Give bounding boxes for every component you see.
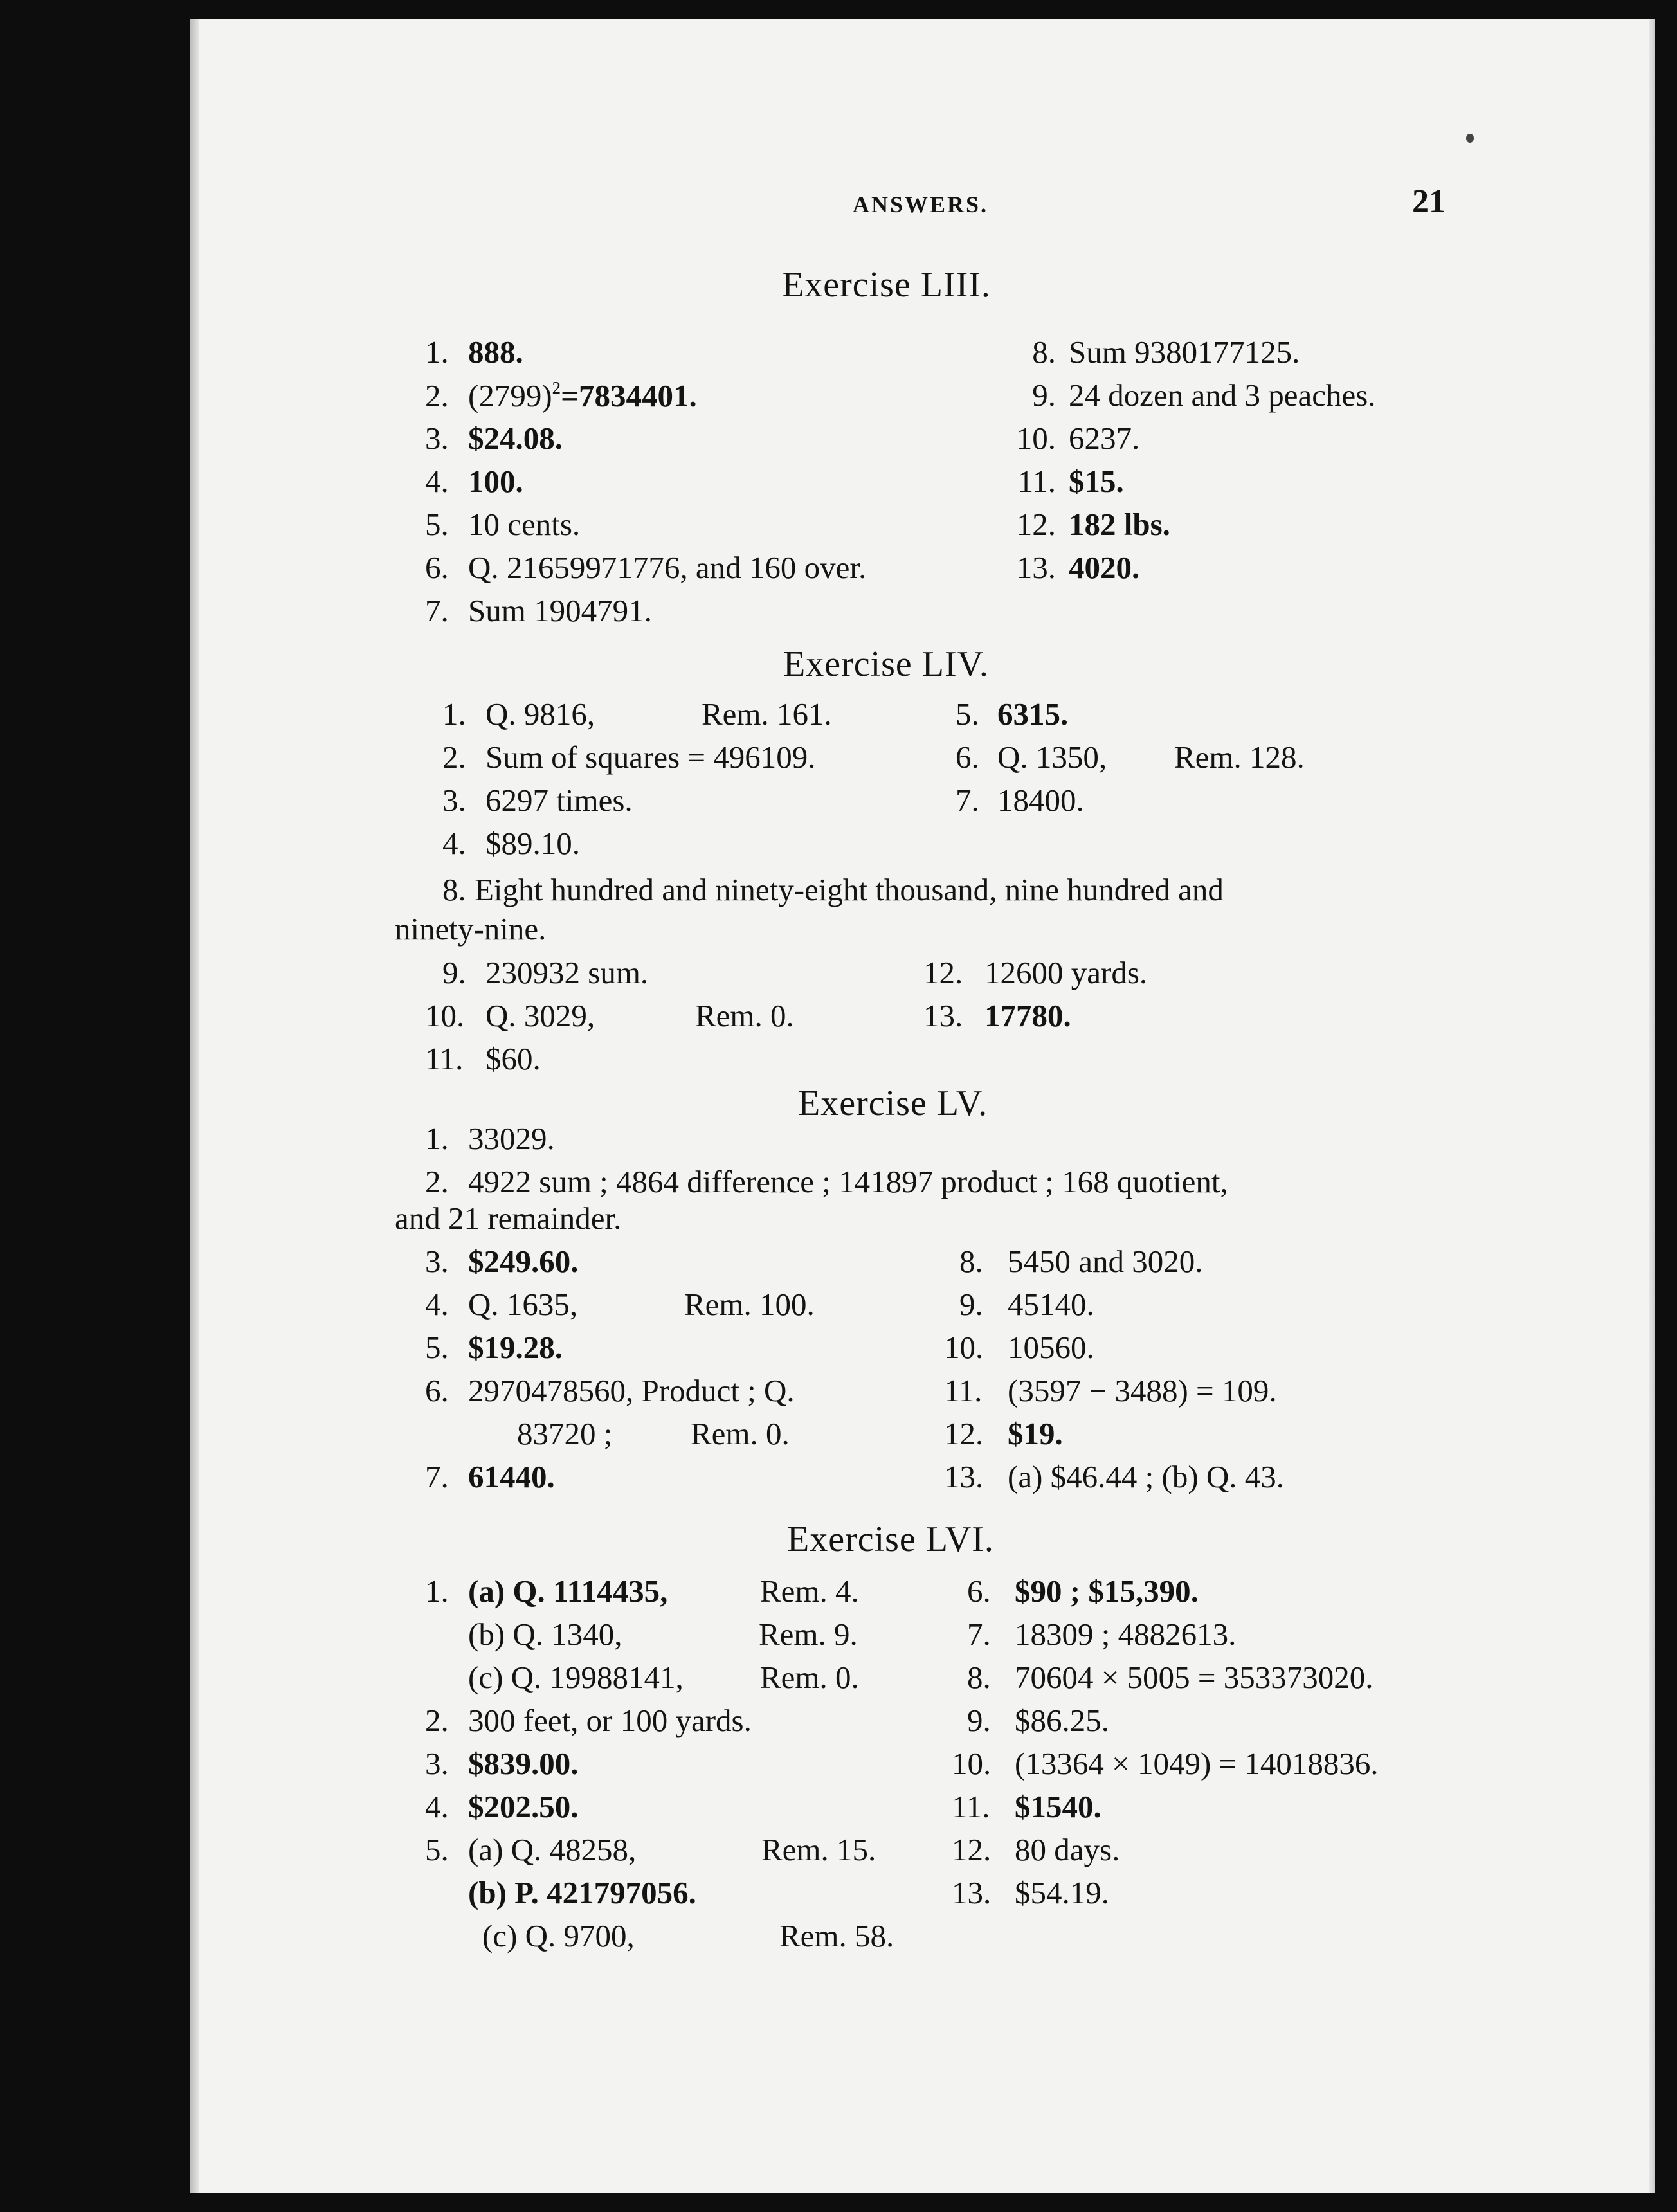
answer-number: 6. — [967, 1573, 991, 1609]
answer-number: 13. — [1016, 550, 1056, 585]
answer-text: Sum of squares = 496109. — [485, 739, 816, 775]
answer-number: 7. — [425, 1459, 449, 1494]
answer-number: 8. — [959, 1244, 983, 1279]
answer-text: $90 ; $15,390. — [1015, 1573, 1199, 1609]
answer-number: 4. — [425, 464, 449, 499]
answer-number: 9. — [959, 1287, 983, 1322]
answer-text: 70604 × 5005 = 353373020. — [1015, 1660, 1373, 1695]
answer-line — [425, 336, 523, 368]
answer-number: 4. — [442, 826, 466, 861]
answer-number: 7. — [967, 1617, 991, 1652]
answer-line — [425, 1791, 579, 1822]
answer-remainder: Rem. 4. — [760, 1573, 859, 1609]
answer-text: 61440. — [468, 1459, 555, 1494]
answer-remainder: Rem. 58. — [779, 1918, 894, 1954]
answer-text: (a) $46.44 ; (b) Q. 43. — [1008, 1459, 1285, 1494]
answer-number: 10. — [1016, 421, 1056, 456]
answer-line — [944, 1418, 1063, 1449]
answer-number: 12. — [1016, 507, 1056, 542]
answer-line — [425, 509, 580, 540]
answer-text: Q. 21659971776, and 160 over. — [468, 550, 867, 585]
answer-line — [998, 552, 1139, 583]
answer-line — [952, 1748, 1379, 1779]
answer-text: 5450 and 3020. — [1008, 1244, 1203, 1279]
answer-number: 2. — [425, 1703, 449, 1738]
answer-number: 1. — [425, 1573, 449, 1609]
answer-line — [923, 957, 1147, 988]
answer-number: 11. — [1017, 464, 1056, 499]
answer-number: 2. — [425, 378, 449, 414]
answer-text: (b) Q. 1340, — [468, 1617, 622, 1652]
answer-number: 4. — [425, 1789, 449, 1824]
answer-line — [944, 1461, 1284, 1492]
answer-remainder: Rem. 0. — [691, 1416, 790, 1451]
answer-text: 10560. — [1008, 1330, 1094, 1365]
answer-line — [952, 1877, 1109, 1908]
answer-text: $839.00. — [468, 1746, 579, 1781]
answer-line — [959, 1289, 1094, 1320]
answer-number: 9. — [1032, 377, 1056, 413]
answer-line — [967, 1575, 1199, 1607]
answer-number: 10. — [952, 1746, 992, 1781]
answer-line — [425, 1575, 667, 1607]
answer-text: 10 cents. — [468, 507, 581, 542]
answer-line — [998, 466, 1124, 497]
answer-line — [967, 1618, 1236, 1650]
answer-number: 8. — [442, 872, 466, 907]
answer-text: (a) Q. 1114435, — [468, 1573, 668, 1609]
book-page — [190, 19, 1655, 2193]
exercise-title-lvi: Exercise LVI. — [787, 1519, 994, 1559]
answer-line — [425, 1705, 752, 1736]
answer-number: 6. — [425, 1373, 449, 1408]
answer-text: 45140. — [1008, 1287, 1094, 1322]
answer-remainder: Rem. 0. — [695, 998, 794, 1033]
answer-line — [923, 1000, 1071, 1031]
answer-text: $60. — [485, 1041, 541, 1076]
answer-line — [425, 1375, 795, 1406]
answer-text: (c) Q. 9700, — [482, 1918, 635, 1954]
answer-text: 6297 times. — [485, 783, 633, 818]
answer-text: 300 feet, or 100 yards. — [468, 1703, 752, 1738]
answer-remainder: Rem. 15. — [761, 1832, 876, 1867]
answer-number: 3. — [442, 783, 466, 818]
answer-text: (2799) — [468, 378, 552, 414]
page-gutter-shadow — [190, 19, 199, 2193]
answer-remainder: Rem. 128. — [1174, 739, 1305, 775]
answer-number: 13. — [944, 1459, 984, 1494]
answer-line — [952, 1791, 1101, 1822]
answer-line — [425, 1166, 1228, 1197]
answer-number: 10. — [944, 1330, 984, 1365]
answer-line — [425, 422, 563, 454]
answer-remainder: Rem. 0. — [760, 1660, 859, 1695]
answer-text: Sum 9380177125. — [1069, 334, 1300, 370]
scan-speck — [1466, 134, 1474, 143]
answer-number: 5. — [956, 696, 979, 732]
answer-line — [425, 1043, 541, 1074]
answer-text: $249.60. — [468, 1244, 579, 1279]
answer-line — [442, 698, 595, 730]
answer-number: 10. — [425, 998, 465, 1033]
answer-number: 2. — [442, 739, 466, 775]
answer-text: Q. 1350, — [997, 739, 1107, 775]
page-number: 21 — [1412, 183, 1446, 220]
answer-text: 6237. — [1069, 421, 1140, 456]
answer-text: 18309 ; 4882613. — [1015, 1617, 1237, 1652]
answer-line — [442, 828, 580, 859]
answer-number: 7. — [425, 593, 449, 628]
answer-line — [952, 1834, 1120, 1865]
answer-text: (c) Q. 19988141, — [468, 1660, 684, 1695]
answer-text: (3597 − 3488) = 109. — [1008, 1373, 1277, 1408]
answer-line — [956, 741, 1107, 773]
answer-number: 11. — [425, 1041, 464, 1076]
answer-line — [425, 552, 866, 583]
answer-remainder: Rem. 100. — [684, 1287, 815, 1322]
answer-number: 3. — [425, 1244, 449, 1279]
answer-number: 5. — [425, 1330, 449, 1365]
answer-remainder: Rem. 161. — [702, 696, 832, 732]
answer-line — [482, 1920, 635, 1952]
answer-line — [442, 874, 1224, 905]
answer-text: 80 days. — [1015, 1832, 1120, 1867]
answer-number: 5. — [425, 507, 449, 542]
answer-text: 182 lbs. — [1069, 507, 1170, 542]
answer-number: 11. — [952, 1789, 990, 1824]
answer-text: 2970478560, Product ; Q. — [468, 1373, 795, 1408]
answer-number: 1. — [425, 1121, 449, 1156]
answer-text: Sum 1904791. — [468, 593, 652, 628]
answer-text: 888. — [468, 334, 523, 370]
answer-text: Q. 9816, — [485, 696, 595, 732]
answer-text: $89.10. — [485, 826, 580, 861]
answer-line — [967, 1662, 1373, 1693]
answer-line — [425, 1461, 555, 1492]
answer-line — [998, 509, 1170, 540]
answer-text: 24 dozen and 3 peaches. — [1069, 377, 1376, 413]
answer-line — [998, 422, 1139, 454]
answer-line — [425, 595, 652, 626]
answer-line — [425, 379, 697, 412]
answer-text: =7834401. — [561, 378, 697, 414]
answer-text: $15. — [1069, 464, 1124, 499]
answer-text: $1540. — [1015, 1789, 1101, 1824]
answer-number: 7. — [956, 783, 979, 818]
answer-line — [425, 1289, 577, 1320]
answer-text: $54.19. — [1015, 1875, 1109, 1910]
answer-text: 17780. — [984, 998, 1071, 1033]
answer-line — [442, 784, 633, 816]
answer-number: 9. — [442, 955, 466, 990]
answer-text: $19.28. — [468, 1330, 563, 1365]
answer-number: 4. — [425, 1287, 449, 1322]
answer-number: 2. — [425, 1164, 449, 1199]
answer-text: 6315. — [997, 696, 1069, 732]
answer-line — [425, 1246, 579, 1277]
answer-line — [998, 379, 1376, 411]
answer-number: 13. — [923, 998, 963, 1033]
answer-line — [468, 1618, 622, 1650]
exponent: 2 — [552, 378, 561, 397]
answer-line — [944, 1332, 1094, 1363]
answer-line — [967, 1705, 1109, 1736]
answer-number: 6. — [956, 739, 979, 775]
answer-number: 12. — [944, 1416, 984, 1451]
answer-number: 6. — [425, 550, 449, 585]
answer-text: 100. — [468, 464, 523, 499]
answer-number: 12. — [923, 955, 963, 990]
answer-text: 18400. — [997, 783, 1084, 818]
answer-number: 8. — [1032, 334, 1056, 370]
answer-line — [956, 698, 1068, 730]
answer-line — [425, 1000, 595, 1031]
answer-number: 3. — [425, 421, 449, 456]
answer-number: 9. — [967, 1703, 991, 1738]
answer-line — [442, 957, 648, 988]
answer-text: Q. 1635, — [468, 1287, 578, 1322]
answer-continuation: and 21 remainder. — [395, 1201, 622, 1236]
answer-number: 3. — [425, 1746, 449, 1781]
exercise-title-liv: Exercise LIV. — [783, 644, 989, 684]
page-edge-shadow — [1649, 19, 1655, 2193]
answer-text: Q. 3029, — [485, 998, 595, 1033]
answer-text: $19. — [1008, 1416, 1063, 1451]
answer-number: 1. — [442, 696, 466, 732]
answer-line — [959, 1246, 1203, 1277]
answer-number: 12. — [952, 1832, 992, 1867]
answer-line — [425, 1834, 636, 1865]
answer-line — [944, 1375, 1277, 1406]
answer-text: 230932 sum. — [485, 955, 649, 990]
answer-text: $86.25. — [1015, 1703, 1109, 1738]
running-header: ANSWERS. — [853, 192, 989, 217]
answer-line — [425, 1332, 563, 1363]
answer-text: $24.08. — [468, 421, 563, 456]
exercise-title-lv: Exercise LV. — [798, 1083, 988, 1123]
answer-number: 13. — [952, 1875, 992, 1910]
answer-text: (b) P. 421797056. — [468, 1875, 696, 1910]
answer-number: 5. — [425, 1832, 449, 1867]
answer-number: 11. — [944, 1373, 983, 1408]
answer-continuation: ninety-nine. — [395, 911, 547, 947]
answer-line — [425, 466, 523, 497]
answer-text: 33029. — [468, 1121, 555, 1156]
answer-text: (a) Q. 48258, — [468, 1832, 637, 1867]
answer-number: 8. — [967, 1660, 991, 1695]
answer-line — [442, 741, 816, 773]
answer-text: 12600 yards. — [984, 955, 1148, 990]
answer-text: $202.50. — [468, 1789, 579, 1824]
answer-continuation: 83720 ; — [517, 1416, 613, 1451]
answer-line — [425, 1748, 579, 1779]
answer-text: 4020. — [1069, 550, 1140, 585]
answer-line — [468, 1877, 696, 1908]
answer-text: Eight hundred and ninety-eight thousand, nine hundred and — [475, 872, 1224, 907]
answer-line — [425, 1123, 555, 1154]
answer-remainder: Rem. 9. — [759, 1617, 858, 1652]
answer-line — [998, 336, 1300, 368]
answer-line — [468, 1662, 684, 1693]
exercise-title-liii: Exercise LIII. — [782, 265, 991, 305]
answer-text: (13364 × 1049) = 14018836. — [1015, 1746, 1379, 1781]
answer-number: 1. — [425, 334, 449, 370]
answer-text: 4922 sum ; 4864 difference ; 141897 product ; 168 quotient, — [468, 1164, 1228, 1199]
answer-line — [956, 784, 1084, 816]
